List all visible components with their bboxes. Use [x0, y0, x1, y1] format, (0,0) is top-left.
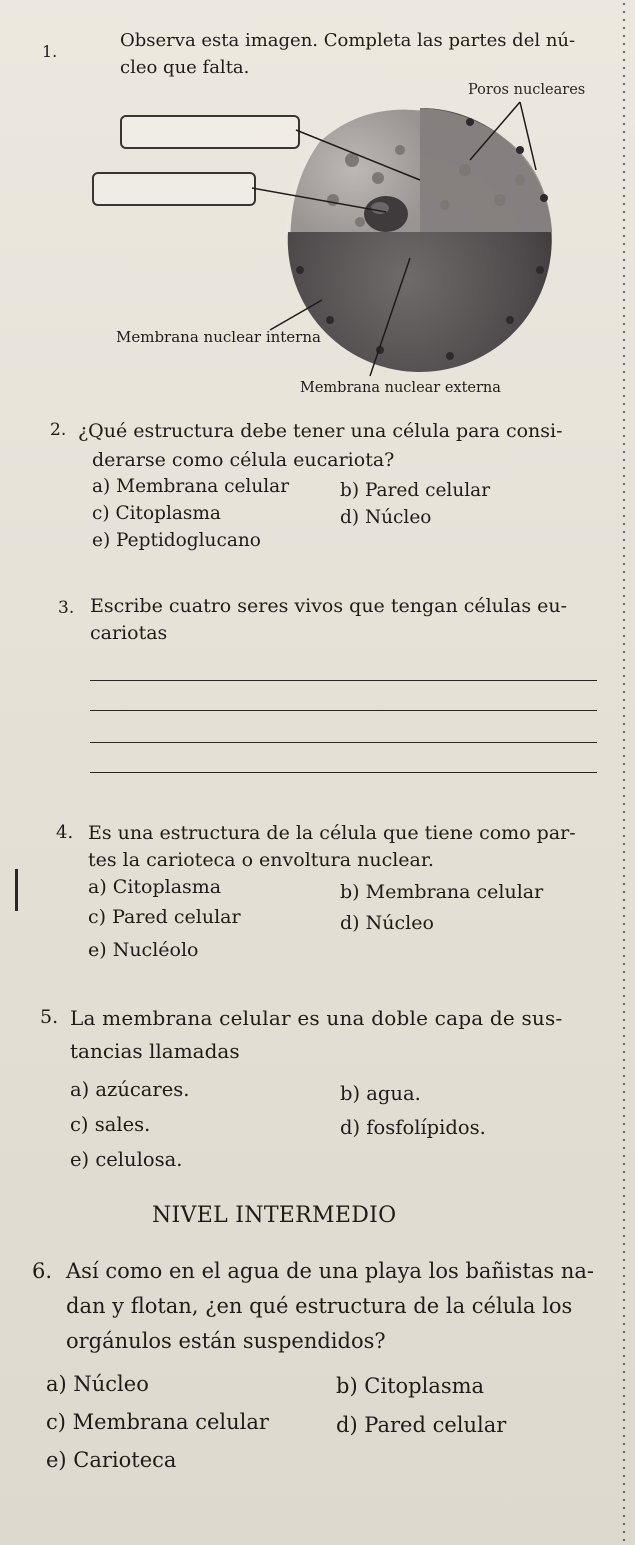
q5-line1: La membrana celular es una doble capa de sus- — [70, 1006, 563, 1030]
q3-line2: cariotas — [90, 622, 168, 644]
q4-option-d[interactable]: d) Núcleo — [340, 912, 434, 934]
q6-option-c[interactable]: c) Membrana celular — [46, 1410, 269, 1434]
q4-number: 4. — [56, 822, 74, 843]
q3-number: 3. — [58, 598, 75, 618]
q2-option-c[interactable]: c) Citoplasma — [92, 503, 221, 524]
edge-mark — [15, 869, 18, 911]
q6-option-b[interactable]: b) Citoplasma — [336, 1374, 485, 1398]
q4-option-c[interactable]: c) Pared celular — [88, 906, 241, 928]
q5-option-b[interactable]: b) agua. — [340, 1082, 421, 1105]
section-title: NIVEL INTERMEDIO — [152, 1203, 397, 1228]
q6-line3: orgánulos están suspendidos? — [66, 1329, 386, 1353]
q1-line2: cleo que falta. — [120, 57, 250, 78]
q6-line1: Así como en el agua de una playa los bañistas na- — [66, 1259, 594, 1283]
q5-option-a[interactable]: a) azúcares. — [70, 1078, 190, 1101]
nucleus-diagram — [0, 0, 635, 420]
label-membrana-interna: Membrana nuclear interna — [116, 328, 321, 346]
q4-option-a[interactable]: a) Citoplasma — [88, 876, 222, 898]
q2-option-a[interactable]: a) Membrana celular — [92, 476, 290, 497]
q5-line2: tancias llamadas — [70, 1039, 240, 1063]
q6-line2: dan y flotan, ¿en qué estructura de la célula los — [66, 1294, 573, 1318]
q6-option-d[interactable]: d) Pared celular — [336, 1413, 507, 1437]
q5-option-e[interactable]: e) celulosa. — [70, 1148, 183, 1171]
q1-line1: Observa esta imagen. Completa las partes del nú- — [120, 30, 576, 51]
q5-option-d[interactable]: d) fosfolípidos. — [340, 1116, 486, 1139]
label-membrana-externa: Membrana nuclear externa — [300, 380, 501, 396]
q3-line1: Escribe cuatro seres vivos que tengan células eu- — [90, 595, 568, 617]
label-poros-nucleares: Poros nucleares — [468, 82, 586, 98]
q2-line1: ¿Qué estructura debe tener una célula para consi- — [78, 420, 563, 442]
q5-number: 5. — [40, 1006, 59, 1028]
q6-option-e[interactable]: e) Carioteca — [46, 1448, 177, 1472]
q6-option-a[interactable]: a) Núcleo — [46, 1372, 149, 1396]
q1-number: 1. — [42, 42, 58, 61]
answer-line-3[interactable] — [90, 742, 597, 743]
q2-option-b[interactable]: b) Pared celular — [340, 480, 491, 501]
q4-option-e[interactable]: e) Nucléolo — [88, 939, 199, 961]
answer-line-2[interactable] — [90, 710, 597, 711]
q5-option-c[interactable]: c) sales. — [70, 1113, 151, 1136]
q2-number: 2. — [50, 420, 67, 440]
q4-option-b[interactable]: b) Membrana celular — [340, 881, 544, 903]
answer-line-1[interactable] — [90, 680, 597, 681]
q4-line1: Es una estructura de la célula que tiene como par- — [88, 822, 576, 844]
answer-line-4[interactable] — [90, 772, 597, 773]
q2-option-e[interactable]: e) Peptidoglucano — [92, 530, 261, 551]
q2-line2: derarse como célula eucariota? — [92, 449, 395, 471]
q6-number: 6. — [32, 1259, 53, 1283]
q2-option-d[interactable]: d) Núcleo — [340, 507, 432, 528]
q4-line2: tes la carioteca o envoltura nuclear. — [88, 849, 434, 871]
